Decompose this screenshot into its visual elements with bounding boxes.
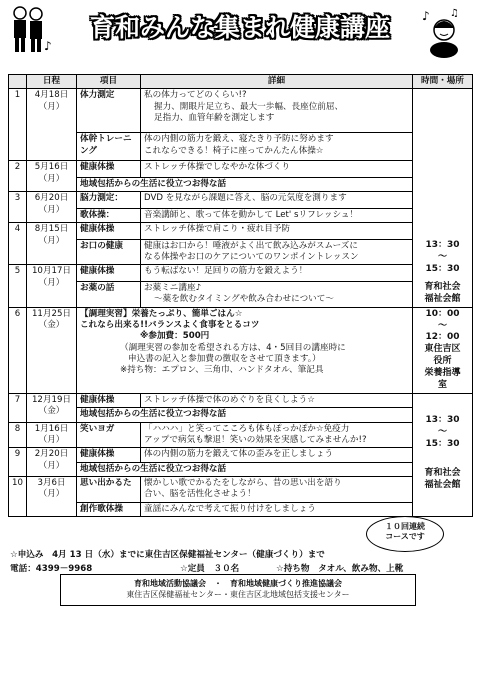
table-row: [9, 502, 473, 516]
place-line: 東住吉区: [424, 344, 461, 355]
detail-cell: もう転ばない！足回りの筋力を鍛えよう！: [141, 265, 413, 282]
detail-cell: 体の内側の筋力を鍛えて体の歪みを正しましょう: [141, 448, 413, 462]
weekday-text: （金）: [38, 320, 65, 331]
course-bubble: [366, 516, 444, 552]
session-number: 10: [9, 476, 27, 516]
header-date: 日程: [27, 75, 77, 89]
time-tilde: 〜: [437, 252, 447, 263]
date-text: 3月6日: [37, 477, 66, 488]
session-date: [27, 161, 77, 192]
detail-line: ※参加費：500円: [140, 331, 210, 342]
organizer-box: [60, 574, 416, 606]
item-label-wide: 地域包括からの生活に役立つお得な話: [77, 462, 413, 476]
weekday-text: （月）: [38, 101, 65, 112]
item-label: お薬の話: [77, 282, 141, 308]
place-line: 室: [437, 379, 447, 390]
weekday-text: （月）: [38, 489, 65, 500]
people-illustration-icon: [10, 4, 52, 56]
session-number: 1: [9, 89, 27, 161]
date-text: 10月17日: [31, 266, 72, 277]
session-number: 5: [9, 265, 27, 307]
detail-line: 足指力、血管年齢を測定します: [154, 113, 275, 124]
detail-line: これなら出来る!!バランスよく食事をとるコツ: [80, 320, 260, 331]
date-text: 4月18日: [34, 90, 69, 101]
start-time: 10：00: [425, 308, 460, 319]
svg-text:♪: ♪: [44, 39, 52, 53]
detail-line: 合い、脳を活性化させよう！: [144, 489, 256, 500]
item-label: 笑いヨガ: [77, 422, 141, 448]
page-title: 育和みんな集まれ健康講座: [89, 13, 390, 42]
weekday-text: （金）: [38, 406, 65, 417]
session-date: [27, 307, 77, 393]
detail-line: 握力、開眼片足立ち、最大一歩幅、長座位前屈、: [154, 101, 344, 112]
table-row: [9, 89, 473, 133]
detail-line: 「ハハハ」と笑ってこころも体もぽっかぽか☆免疫力: [144, 423, 350, 434]
detail-line: 〜薬を飲むタイミングや飲み合わせについて〜: [154, 294, 334, 305]
session-number: 8: [9, 422, 27, 448]
table-row: [9, 393, 473, 407]
detail-cell: ストレッチ体操で肩こり・疲れ目予防: [141, 223, 413, 240]
date-text: 12月19日: [31, 394, 72, 405]
detail-line: ※持ち物：エプロン、三角巾、ハンドタオル、筆記具: [120, 365, 324, 376]
apply-info: ☆申込み 4月 13 日（水）までに東住吉区保健福祉センター（健康づくり）まで: [10, 550, 325, 560]
place-line: 育和社会: [424, 468, 461, 479]
header-no: [9, 75, 27, 89]
weekday-text: （月）: [38, 235, 65, 246]
item-label: 健康体操: [77, 393, 141, 407]
weekday-text: （月）: [38, 173, 65, 184]
detail-line: お薬ミニ講座♪: [144, 283, 202, 294]
place-line: 役所: [433, 356, 452, 367]
start-time: 13：30: [425, 240, 460, 251]
schedule-table: [8, 74, 473, 517]
place-line: 福祉会館: [424, 293, 461, 304]
table-header-row: [9, 75, 473, 89]
svg-text:♪: ♪: [422, 9, 430, 23]
date-text: 1月16日: [34, 423, 69, 434]
item-label-wide: 地域包括からの生活に役立つお得な話: [77, 408, 413, 422]
date-text: 5月16日: [34, 162, 69, 173]
detail-line: 申込書の記入と参加費の徴収をさせて頂きます。）: [128, 354, 321, 365]
session-date: [27, 223, 77, 265]
table-row: [9, 177, 473, 191]
time-place-block-b: [413, 307, 473, 393]
date-text: 11月25日: [31, 308, 72, 319]
item-label: 歌体操：: [77, 208, 141, 222]
detail-line: これならできる！椅子に座ってかんたん体操☆: [144, 145, 324, 156]
detail-cell: [141, 422, 413, 448]
item-label: お口の健康: [77, 239, 141, 265]
place-line: 栄養指導: [424, 368, 461, 379]
tel-info: 電話：4399－9968: [10, 564, 93, 574]
table-row: [9, 408, 473, 422]
detail-line: 私の体力ってどのくらい!?: [144, 90, 247, 101]
item-label: 健康体操: [77, 223, 141, 240]
session-date: [27, 265, 77, 307]
item-label: 体幹トレーニング: [77, 133, 141, 161]
table-row: [9, 208, 473, 222]
time-tilde: 〜: [437, 320, 447, 331]
item-label-wide: 地域包括からの生活に役立つお得な話: [77, 177, 413, 191]
detail-cell: DVD を見ながら課題に答え、脳の元気度を測ります: [141, 192, 413, 209]
header-time: 時間・場所: [413, 75, 473, 89]
banner: [10, 4, 466, 60]
time-place-block-a: [413, 89, 473, 307]
place-line: 育和社会: [424, 281, 461, 292]
session-date: [27, 476, 77, 516]
detail-line: 健康はお口から！唾液がよく出て飲み込みがスムーズに: [144, 240, 358, 251]
detail-cell: [141, 282, 413, 308]
item-label: 健康体操: [77, 448, 141, 462]
session-date: [27, 192, 77, 223]
bubble-line: コースです: [385, 532, 425, 542]
item-label: 脳力測定：: [77, 192, 141, 209]
session-number: 6: [9, 307, 27, 393]
item-label: 思い出かるた: [77, 476, 141, 502]
session-number: 7: [9, 393, 27, 422]
session-date: [27, 422, 77, 448]
time-place-block-c: [413, 393, 473, 516]
session-number: 2: [9, 161, 27, 192]
table-row: [9, 223, 473, 240]
detail-line: アップで病気も撃退！笑いの効果を実感してみませんか!?: [144, 434, 367, 445]
singer-illustration-icon: [420, 6, 466, 58]
detail-cell: [141, 133, 413, 161]
table-row: [9, 282, 473, 308]
bubble-line: １０回連続: [385, 522, 425, 531]
date-text: 2月20日: [34, 449, 69, 460]
date-text: 6月20日: [34, 193, 69, 204]
table-row: [9, 448, 473, 462]
session-number: 4: [9, 223, 27, 265]
table-row: [9, 462, 473, 476]
header-detail: 詳細: [141, 75, 413, 89]
detail-line: 体の内側の筋力を鍛え、寝たきり予防に努めます: [144, 134, 334, 145]
item-label: 健康体操: [77, 161, 141, 178]
detail-cell: ストレッチ体操でしなやかな体づくり: [141, 161, 413, 178]
end-time: 15：30: [425, 438, 460, 449]
table-row: [9, 307, 473, 393]
detail-cell: [141, 89, 413, 133]
capacity-info: ☆定員 ３０名: [180, 564, 240, 574]
belongings-info: ☆持ち物 タオル、飲み物、上靴: [276, 564, 404, 574]
organizer-line: 育和地域活動協議会 ・ 育和地域健康づくり推進協議会: [134, 579, 342, 588]
weekday-text: （月）: [38, 204, 65, 215]
detail-line: 【調理実習】栄養たっぷり、簡単ごはん☆: [80, 308, 243, 319]
item-label: 体力測定: [77, 89, 141, 133]
place-line: 福祉会館: [424, 480, 461, 491]
session-date: [27, 393, 77, 422]
session-date: [27, 89, 77, 161]
session-number: 9: [9, 448, 27, 477]
header-item: 項目: [77, 75, 141, 89]
date-text: 8月15日: [34, 224, 69, 235]
svg-text:♫: ♫: [450, 8, 459, 19]
detail-cell: 童謡にみんなで考えて振り付けをしましょう: [141, 502, 413, 516]
session-date: [27, 448, 77, 477]
time-tilde: 〜: [437, 426, 447, 437]
detail-line: （調理実習の参加を希望される方は、4・5回目の講座時に: [120, 342, 346, 353]
table-row: [9, 133, 473, 161]
detail-cell: ストレッチ体操で体のめぐりを良くしよう☆: [141, 393, 413, 407]
weekday-text: （月）: [38, 434, 65, 445]
end-time: 15：30: [425, 264, 460, 275]
table-row: [9, 192, 473, 209]
session-number: 3: [9, 192, 27, 223]
detail-line: 懐かしい歌でかるたをしながら、昔の思い出を語り: [144, 477, 342, 488]
end-time: 12：00: [425, 332, 460, 343]
table-row: [9, 239, 473, 265]
detail-cell: [141, 476, 413, 502]
table-row: [9, 161, 473, 178]
detail-cell: 音楽講師と、歌って体を動かして Let' sリフレッシュ！: [141, 208, 413, 222]
detail-cell: [141, 239, 413, 265]
start-time: 13：30: [425, 414, 460, 425]
weekday-text: （月）: [38, 277, 65, 288]
table-row: [9, 476, 473, 502]
weekday-text: （月）: [38, 460, 65, 471]
item-label: 健康体操: [77, 265, 141, 282]
cooking-detail-cell: [77, 307, 413, 393]
organizer-line: 東住吉区保健福祉センター・東住吉区北地域包括支援センター: [126, 590, 350, 600]
detail-line: なる体操やお口のケアについてのワンポイントレッスン: [144, 252, 359, 263]
table-row: [9, 265, 473, 282]
item-label: 創作歌体操: [77, 502, 141, 516]
